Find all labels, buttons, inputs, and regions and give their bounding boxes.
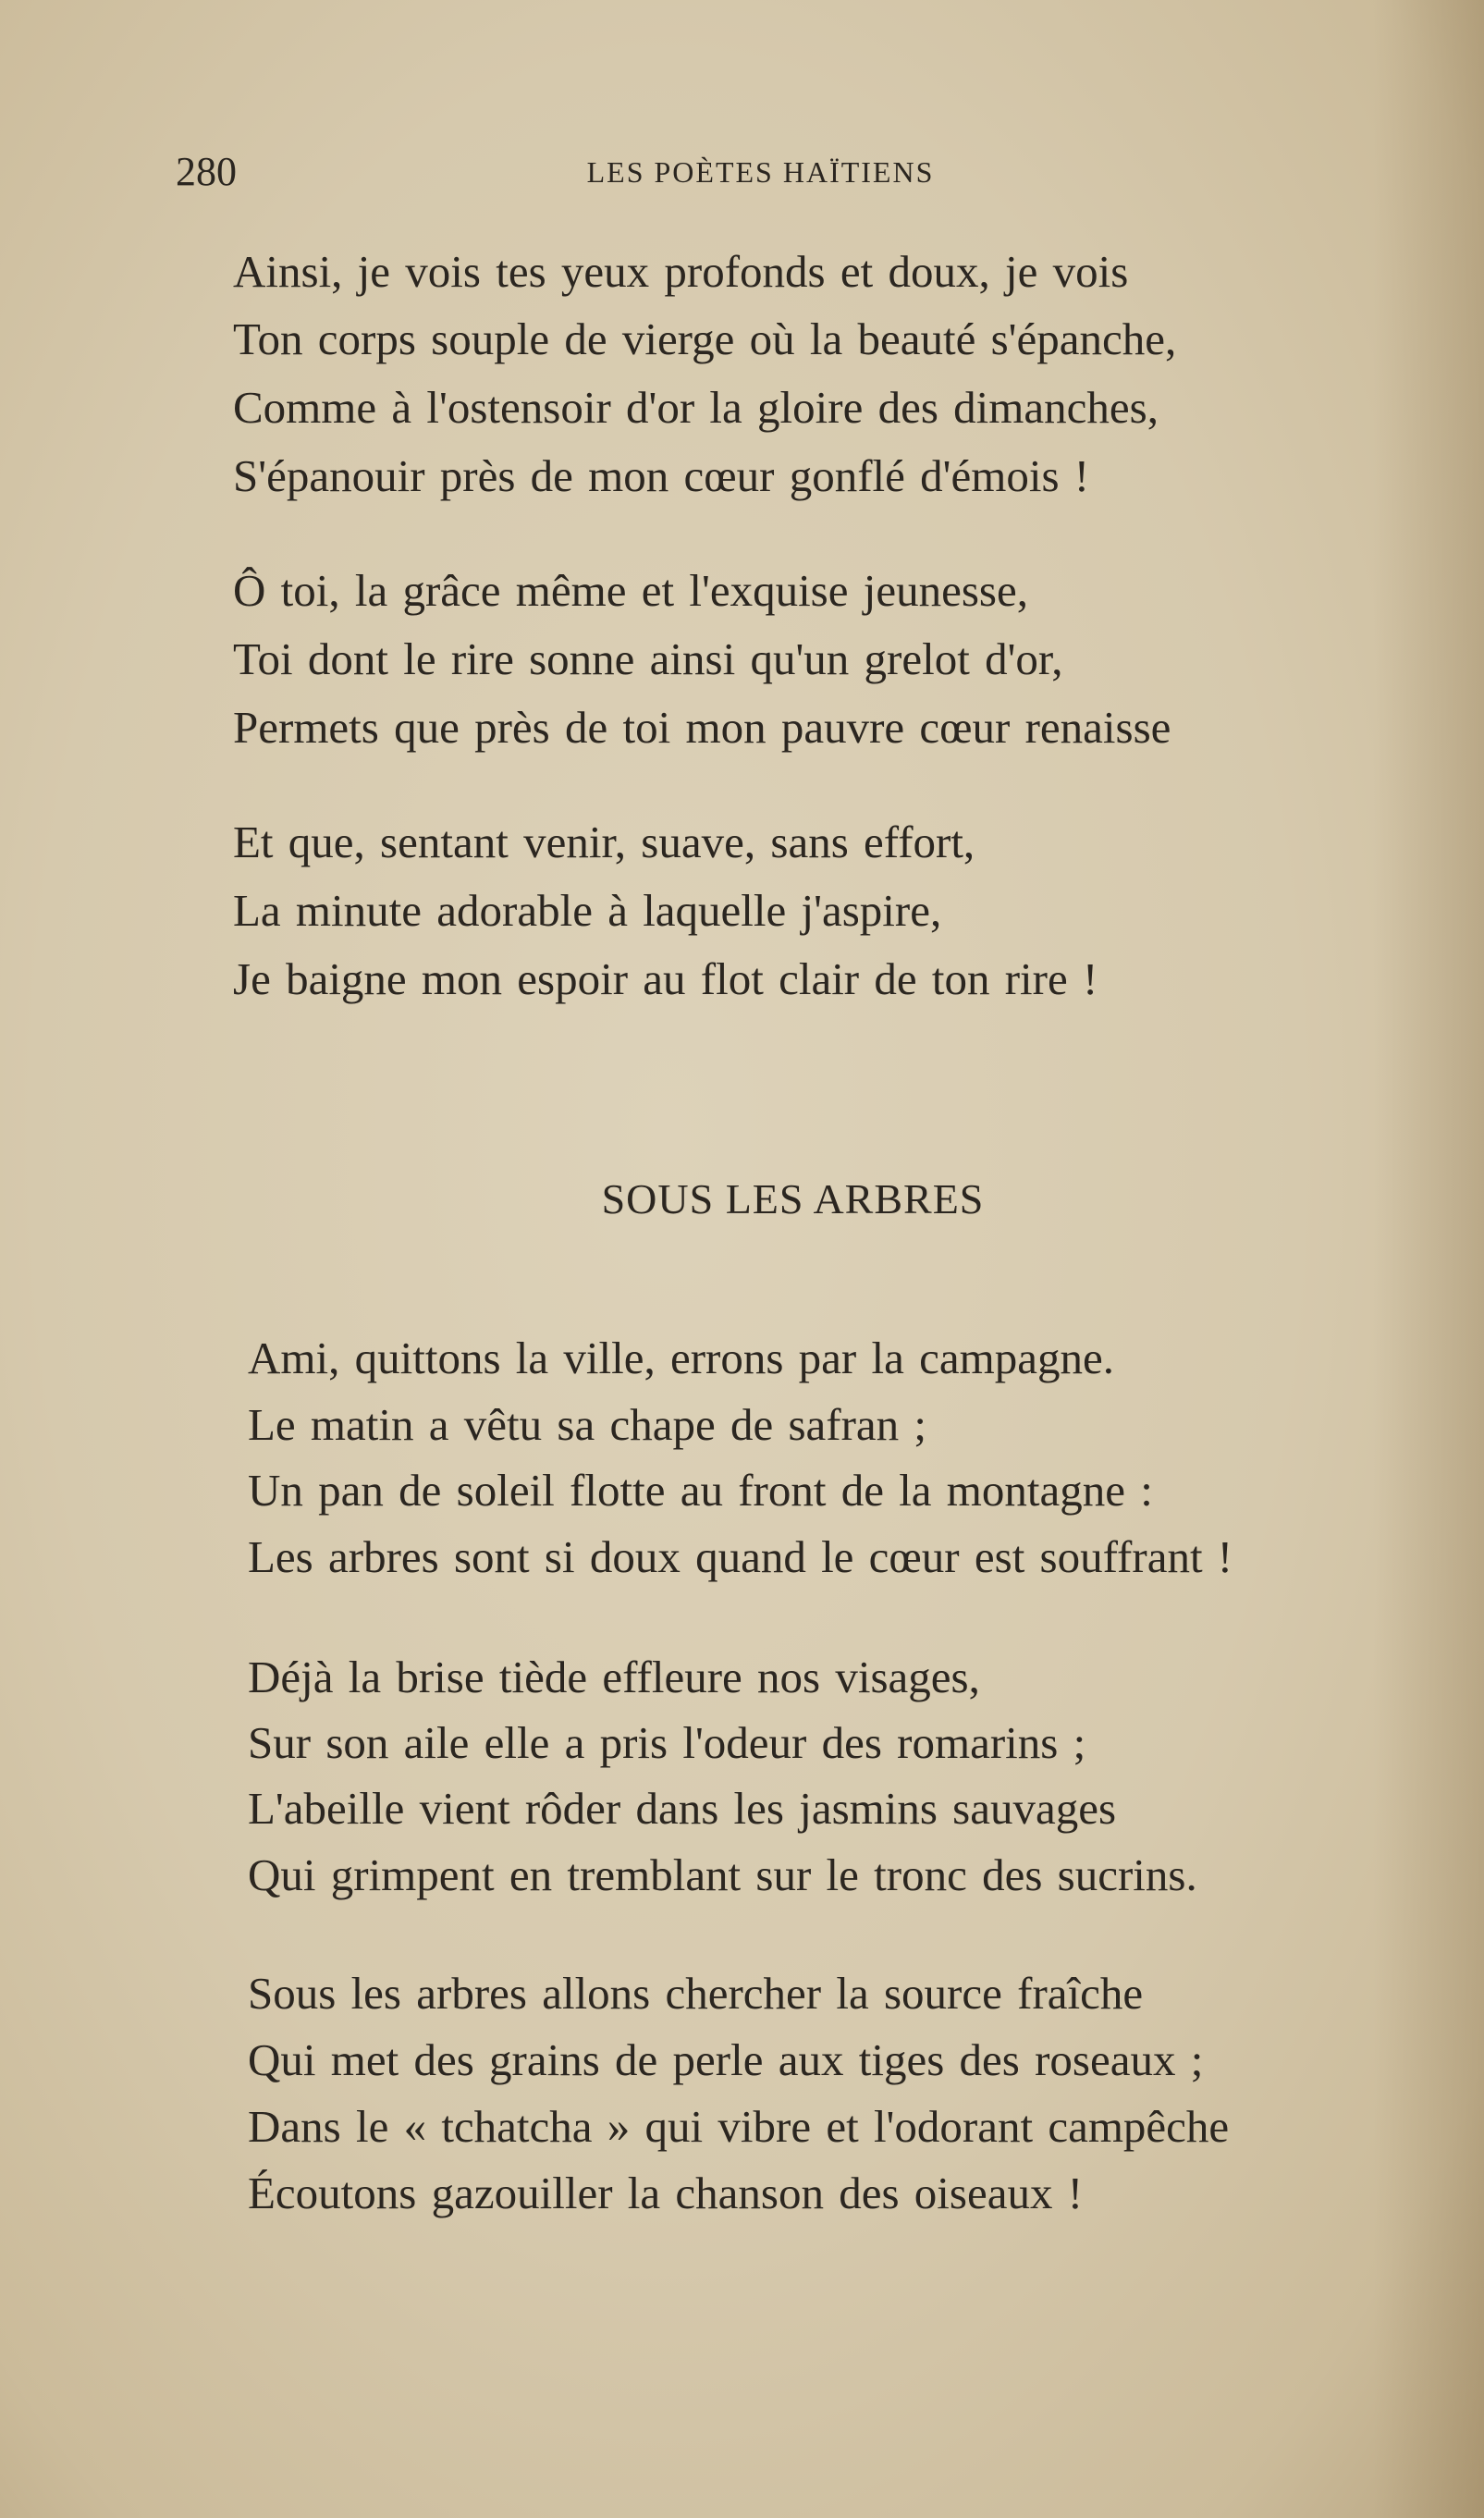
verse-line: Un pan de soleil flotte au front de la montagne :: [248, 1465, 1153, 1516]
verse-line: Comme à l'ostensoir d'or la gloire des dimanches,: [233, 382, 1159, 433]
verse-line: Ami, quittons la ville, errons par la campagne.: [248, 1333, 1114, 1383]
verse-line: Qui met des grains de perle aux tiges des roseaux ;: [248, 2034, 1204, 2085]
verse-line: Je baigne mon espoir au flot clair de ton rire !: [233, 953, 1098, 1004]
verse-line: Et que, sentant venir, suave, sans effort,: [233, 817, 975, 867]
poem-title: SOUS LES ARBRES: [601, 1175, 985, 1222]
verse-line: S'épanouir près de mon cœur gonflé d'émois !: [233, 450, 1090, 501]
page-number: 280: [176, 149, 237, 194]
verse-line: Toi dont le rire sonne ainsi qu'un grelot d'or,: [233, 633, 1063, 684]
verse-line: Ô toi, la grâce même et l'exquise jeunesse,: [233, 565, 1028, 616]
verse-line: Déjà la brise tiède effleure nos visages,: [248, 1652, 980, 1702]
verse-line: Qui grimpent en tremblant sur le tronc des sucrins.: [248, 1849, 1197, 1900]
verse-line: Écoutons gazouiller la chanson des oiseaux !: [248, 2168, 1084, 2218]
verse-line: Le matin a vêtu sa chape de safran ;: [248, 1399, 927, 1450]
verse-line: L'abeille vient rôder dans les jasmins sauvages: [248, 1783, 1117, 1834]
running-title: LES POÈTES HAÏTIENS: [586, 155, 935, 189]
verse-line: La minute adorable à laquelle j'aspire,: [233, 885, 942, 936]
verse-line: Ton corps souple de vierge où la beauté s'épanche,: [233, 313, 1177, 364]
verse-line: Permets que près de toi mon pauvre cœur renaisse: [233, 702, 1171, 753]
verse-line: Sur son aile elle a pris l'odeur des romarins ;: [248, 1717, 1086, 1768]
verse-line: Les arbres sont si doux quand le cœur est souffrant !: [248, 1531, 1233, 1582]
verse-line: Ainsi, je vois tes yeux profonds et doux, je vois: [233, 246, 1129, 297]
verse-line: Sous les arbres allons chercher la source fraîche: [248, 1968, 1144, 2019]
verse-line: Dans le « tchatcha » qui vibre et l'odorant campêche: [248, 2101, 1230, 2152]
page-shadow: [1373, 0, 1484, 2518]
